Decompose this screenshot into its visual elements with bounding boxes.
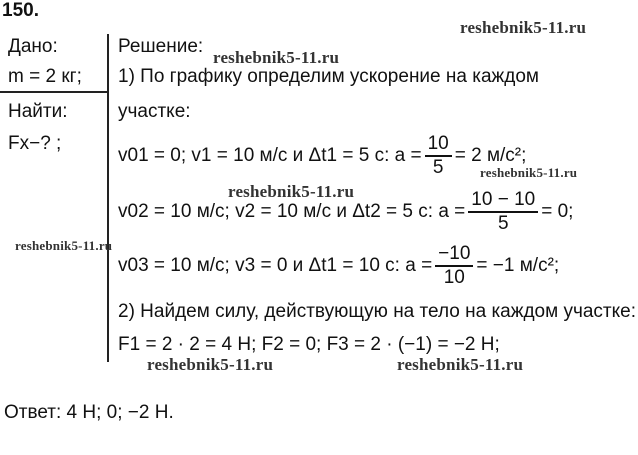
table-vertical-divider [107, 34, 109, 362]
forces-line: F1 = 2 · 2 = 4 Н; F2 = 0; F3 = 2 · (−1) = −2 Н; [118, 334, 500, 355]
eq2-left: v02 = 10 м/с; v2 = 10 м/с и Δt2 = 5 с: a = [118, 201, 466, 222]
problem-number: 150. [2, 0, 39, 21]
step1-line2: участке: [118, 101, 191, 122]
eq3-numerator: −10 [438, 243, 471, 265]
eq1-right: = 2 м/с²; [454, 145, 527, 166]
eq1-denominator: 5 [432, 156, 444, 178]
watermark: reshebnik5-11.ru [460, 18, 587, 37]
step1-line1: 1) По графику определим ускорение на каждом [118, 66, 539, 87]
watermark: reshebnik5-11.ru [213, 48, 340, 67]
eq1-numerator: 10 [427, 133, 449, 155]
step2-text: 2) Найдем силу, действующую на тело на каждом участке: [118, 301, 636, 322]
eq1-left: v01 = 0; v1 = 10 м/с и Δt1 = 5 с: a = [118, 145, 422, 166]
eq2-numerator: 10 − 10 [471, 189, 536, 211]
eq1-fraction [425, 133, 452, 179]
eq3-right: = −1 м/с²; [476, 255, 560, 276]
eq3-left: v03 = 10 м/с; v3 = 0 и Δt1 = 10 с: a = [118, 255, 433, 276]
given-heading: Дано: [8, 36, 58, 57]
answer-line: Ответ: 4 Н; 0; −2 Н. [4, 402, 174, 423]
table-horizontal-divider [0, 91, 108, 93]
watermark: reshebnik5-11.ru [397, 355, 524, 374]
given-mass: m = 2 кг; [8, 66, 82, 87]
watermark: reshebnik5-11.ru [480, 165, 578, 180]
equation-1 [118, 132, 526, 180]
watermark: reshebnik5-11.ru [228, 182, 355, 201]
eq3-fraction [435, 243, 473, 289]
equation-3 [118, 242, 559, 290]
eq3-denominator: 10 [443, 266, 465, 288]
solution-heading: Решение: [118, 36, 204, 57]
eq2-denominator: 5 [497, 212, 509, 234]
eq2-right: = 0; [541, 201, 574, 222]
find-heading: Найти: [8, 101, 68, 122]
watermark: reshebnik5-11.ru [147, 355, 274, 374]
eq2-fraction [468, 189, 538, 235]
watermark: reshebnik5-11.ru [15, 238, 113, 253]
find-item: Fx−? ; [8, 133, 62, 154]
